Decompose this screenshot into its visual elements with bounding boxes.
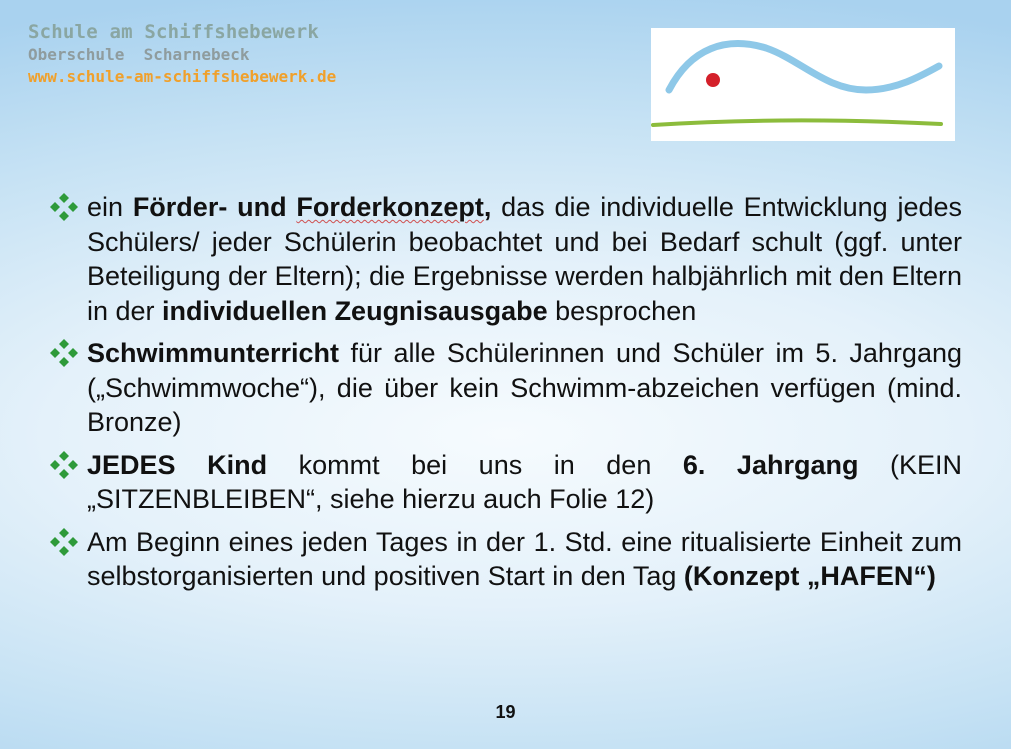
school-logo [651, 28, 955, 141]
bullet-text-segment: individuellen Zeugnisausgabe [162, 295, 548, 326]
bullet-item [48, 336, 962, 440]
bullet-text-segment: Schwimmunterricht [87, 338, 340, 368]
bullet-text-segment: ein [87, 192, 133, 222]
school-website: www.schule-am-schiffshebewerk.de [28, 67, 337, 86]
bullet-text-segment: besprochen [547, 295, 697, 326]
four-diamond-bullet-icon [50, 451, 78, 479]
bullet-text-segment: Forderkonzept [296, 192, 484, 222]
slide-number: 19 [495, 702, 516, 722]
four-diamond-bullet-icon [50, 528, 78, 556]
bullet-text-segment: das die individuelle Entwicklung jedes Schülers/ jeder Schülerin beobachtet und bei Bedarf schult (ggf. unter Beteiligung der Eltern); die Ergebnisse werden halbjährlich mit den Eltern in der [87, 192, 962, 326]
bullet-text-segment: kommt bei uns in den [267, 449, 683, 480]
bullet-item [48, 448, 962, 517]
bullet-text-segment: 6. Jahrgang [682, 449, 859, 480]
bullet-text-segment: , [483, 192, 492, 222]
bullet-text-segment: JEDES Kind [87, 449, 268, 480]
school-name: Schule am Schiffshebewerk [28, 21, 319, 43]
bullet-text-segment: (KEIN „SITZENBLEIBEN“, siehe hierzu auch Folie 12) [87, 449, 962, 514]
bullet-list [48, 190, 962, 602]
four-diamond-bullet-icon [50, 339, 78, 367]
wave-logo-icon [651, 28, 955, 141]
bullet-text-segment: (Konzept „HAFEN“) [683, 561, 936, 591]
bullet-item [48, 190, 962, 328]
school-type: Oberschule Scharnebeck [28, 45, 250, 64]
school-header [28, 20, 336, 88]
bullet-item [48, 525, 962, 594]
bullet-text-segment: Förder- und [132, 192, 297, 222]
bullet-text-segment: Am Beginn eines jeden Tages in der 1. Std. eine ritualisierte Einheit zum selbstorganisierten und positiven Start in den Tag [87, 526, 962, 591]
bullet-text-segment: für alle Schülerinnen und Schüler im 5. Jahrgang („Schwimmwoche“), die über kein Schwimm-abzeichen verfügen (mind. Bronze) [87, 338, 962, 437]
four-diamond-bullet-icon [50, 193, 78, 221]
